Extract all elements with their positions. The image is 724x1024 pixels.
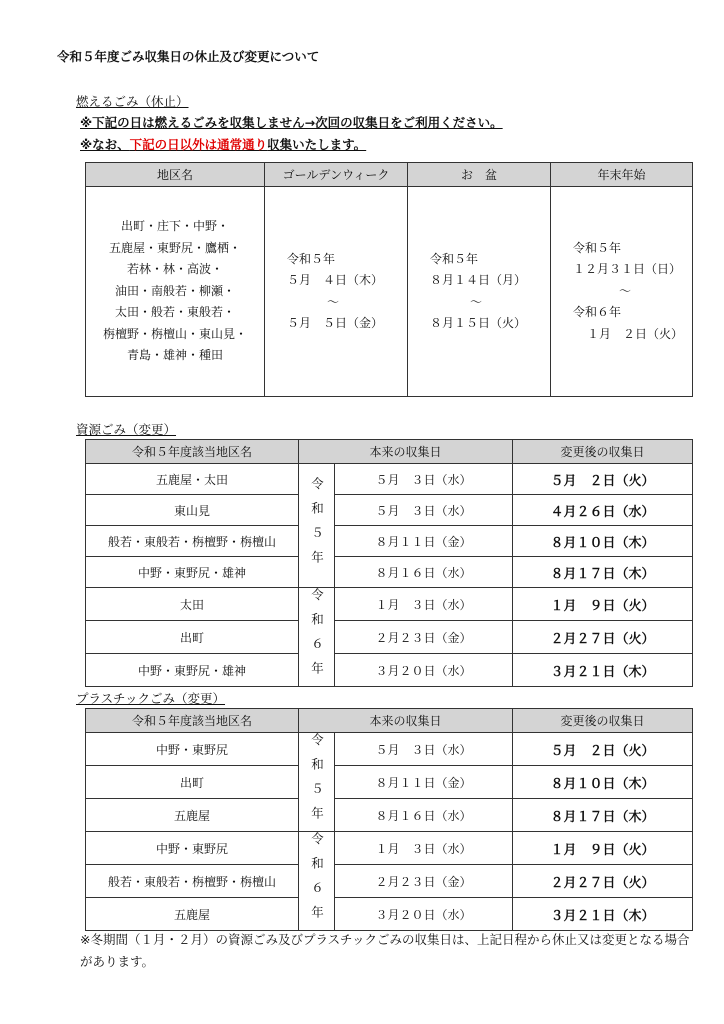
header-changed-date: 変更後の収集日	[513, 440, 693, 464]
notice-2-prefix: ※なお、	[80, 137, 130, 152]
original-date-cell: ２月２３日（金）	[335, 621, 513, 654]
changed-date-cell: ４月２６日（水）	[513, 495, 693, 526]
changed-date-cell: ５月 ２日（火）	[513, 733, 693, 766]
header-original-date: 本来の収集日	[299, 440, 513, 464]
golden-week-dates	[265, 187, 408, 397]
plastic-heading: プラスチックごみ（変更）	[76, 691, 226, 706]
burnable-heading: 燃えるごみ（休止）	[76, 94, 189, 109]
original-date-cell: ８月１１日（金）	[335, 526, 513, 557]
district-line: 青島・雄神・種田	[126, 348, 223, 363]
district-line: 太田・般若・東般若・	[114, 305, 235, 320]
district-cell: 中野・東野尻	[86, 733, 299, 766]
date-line: 令和５年	[287, 251, 336, 266]
original-date-cell: ５月 ３日（水）	[335, 733, 513, 766]
district-line: 若林・林・高波・	[126, 262, 223, 277]
date-line: １２月３１日（日）	[573, 262, 682, 277]
district-cell: 東山見	[86, 495, 299, 526]
notice-2-suffix: 収集いたします。	[267, 137, 367, 152]
original-date-cell: １月 ３日（水）	[335, 832, 513, 865]
date-line: ８月１４日（月）	[430, 273, 527, 287]
new-year-dates	[551, 187, 693, 397]
table-row	[86, 495, 693, 526]
changed-date-cell: ５月 ２日（火）	[513, 464, 693, 495]
changed-date-cell: ８月１７日（木）	[513, 557, 693, 588]
changed-date-cell: ８月１７日（木）	[513, 799, 693, 832]
district-cell: 中野・東野尻・雄神	[86, 557, 299, 588]
original-date-cell: ３月２０日（水）	[335, 898, 513, 931]
table-row	[86, 557, 693, 588]
table-row	[86, 621, 693, 654]
original-date-cell: ５月 ３日（水）	[335, 464, 513, 495]
era-label: 令和５年	[299, 464, 335, 588]
table-row	[86, 898, 693, 931]
header-changed-date: 変更後の収集日	[513, 709, 693, 733]
district-cell: 五鹿屋	[86, 799, 299, 832]
changed-date-cell: １月 ９日（火）	[513, 832, 693, 865]
original-date-cell: ８月１６日（水）	[335, 557, 513, 588]
header-district: 令和５年度該当地区名	[86, 440, 299, 464]
district-cell: 般若・東般若・栴檀野・栴檀山	[86, 526, 299, 557]
original-date-cell: ３月２０日（水）	[335, 654, 513, 687]
header-golden-week: ゴールデンウィーク	[265, 163, 408, 187]
table-row	[86, 766, 693, 799]
burnable-table	[85, 162, 693, 397]
district-cell: 太田	[86, 588, 299, 621]
page-title: 令和５年度ごみ収集日の休止及び変更について	[57, 49, 320, 64]
changed-date-cell: ２月２７日（火）	[513, 865, 693, 898]
original-date-cell: ８月１６日（水）	[335, 799, 513, 832]
changed-date-cell: ８月１０日（木）	[513, 766, 693, 799]
district-cell: 中野・東野尻・雄神	[86, 654, 299, 687]
table-row	[86, 526, 693, 557]
era-label: 令和６年	[299, 832, 335, 931]
original-date-cell: ２月２３日（金）	[335, 865, 513, 898]
changed-date-cell: ８月１０日（木）	[513, 526, 693, 557]
district-cell: 中野・東野尻	[86, 832, 299, 865]
district-line: 出町・庄下・中野・	[120, 219, 229, 234]
era-label: 令和６年	[299, 588, 335, 687]
district-line: 油田・南般若・柳瀬・	[114, 283, 235, 298]
district-line: 栴檀野・栴檀山・東山見・	[102, 326, 247, 341]
date-line: 令和６年	[573, 305, 622, 320]
date-line: ５月 ４日（木）	[287, 273, 384, 287]
resource-table	[85, 439, 693, 687]
header-obon: お 盆	[408, 163, 551, 187]
date-line: ８月１５日（火）	[430, 316, 527, 330]
date-line: 令和５年	[573, 240, 622, 255]
table-row	[86, 464, 693, 495]
header-original-date: 本来の収集日	[299, 709, 513, 733]
original-date-cell: ８月１１日（金）	[335, 766, 513, 799]
header-district: 地区名	[86, 163, 265, 187]
date-line: ５月 ５日（金）	[287, 316, 384, 330]
district-cell: 出町	[86, 766, 299, 799]
burnable-notice-2	[80, 135, 366, 153]
district-cell: 五鹿屋	[86, 898, 299, 931]
district-list	[86, 187, 265, 397]
date-line: 令和５年	[430, 251, 479, 266]
table-row	[86, 865, 693, 898]
obon-dates	[408, 187, 551, 397]
date-range-separator: ～	[327, 294, 340, 309]
table-row	[86, 654, 693, 687]
resource-heading: 資源ごみ（変更）	[76, 422, 177, 437]
table-row	[86, 588, 693, 621]
original-date-cell: １月 ３日（水）	[335, 588, 513, 621]
table-row	[86, 733, 693, 766]
table-row	[86, 832, 693, 865]
district-cell: 般若・東般若・栴檀野・栴檀山	[86, 865, 299, 898]
era-label: 令和５年	[299, 733, 335, 832]
changed-date-cell: ３月２１日（木）	[513, 898, 693, 931]
table-row	[86, 799, 693, 832]
burnable-notice-1: ※下記の日は燃えるごみを収集しません→次回の収集日をご利用ください。	[80, 115, 503, 130]
date-range-separator: ～	[470, 294, 483, 309]
header-new-year: 年末年始	[551, 163, 693, 187]
changed-date-cell: ３月２１日（木）	[513, 654, 693, 687]
district-cell: 五鹿屋・太田	[86, 464, 299, 495]
district-line: 五鹿屋・東野尻・鷹栖・	[108, 240, 241, 255]
original-date-cell: ５月 ３日（水）	[335, 495, 513, 526]
notice-2-highlight: 下記の日以外は通常通り	[129, 137, 268, 152]
changed-date-cell: １月 ９日（火）	[513, 588, 693, 621]
changed-date-cell: ２月２７日（火）	[513, 621, 693, 654]
date-line: １月 ２日（火）	[587, 326, 684, 341]
date-range-separator: ～	[619, 283, 632, 298]
district-cell: 出町	[86, 621, 299, 654]
header-district: 令和５年度該当地区名	[86, 709, 299, 733]
footnote: ※冬期間（１月・２月）の資源ごみ及びプラスチックごみの収集日は、上記日程から休止又は変更となる場合があります。	[80, 932, 690, 969]
plastic-table	[85, 708, 693, 931]
